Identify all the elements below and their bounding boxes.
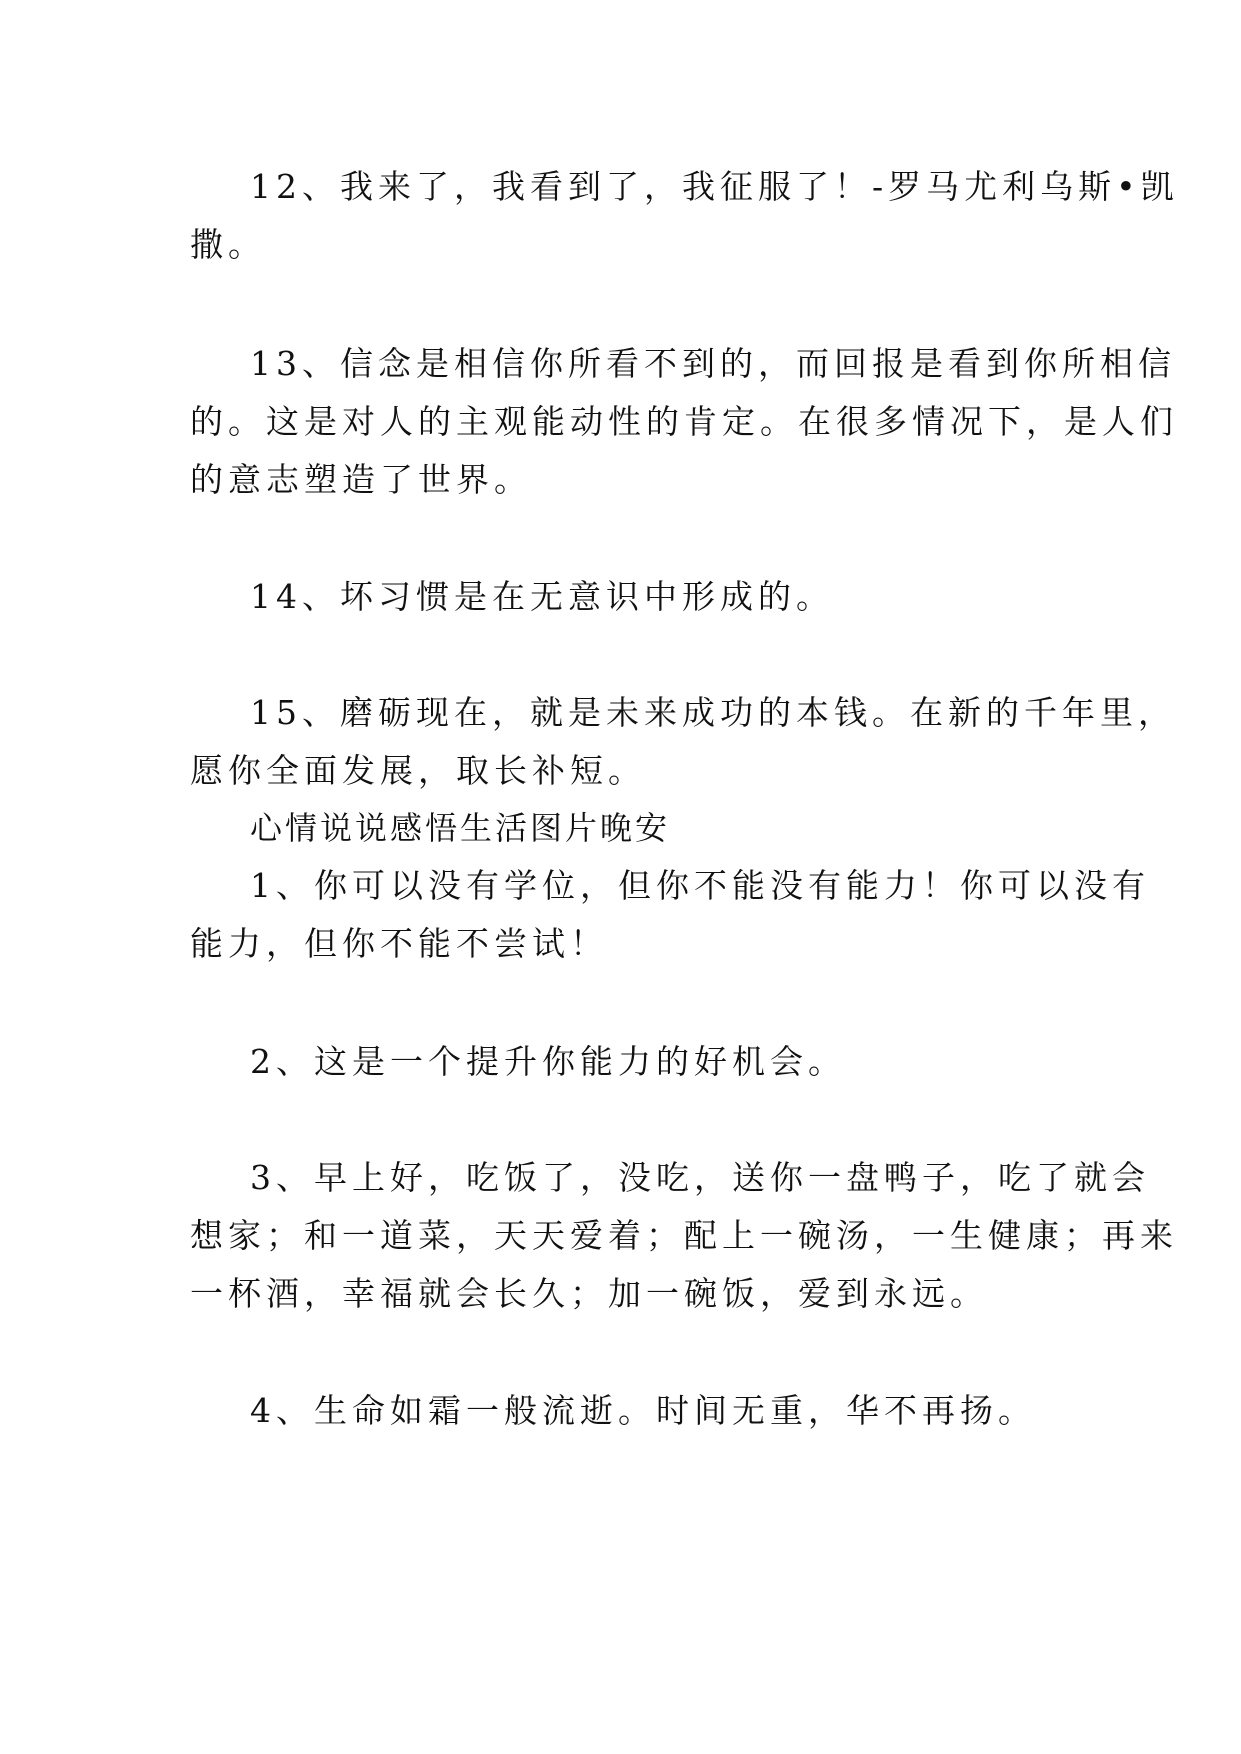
quote-line: 13、信念是相信你所看不到的，而回报是看到你所相信 (250, 344, 1176, 383)
quote-line: 4、生命如霜一般流逝。时间无重，华不再扬。 (250, 1391, 1036, 1430)
quote-line: 撒。 (190, 225, 266, 264)
quote-line: 12、我来了，我看到了，我征服了！-罗马尤利乌斯•凯 (250, 167, 1179, 206)
quote-4 (190, 1382, 1050, 1440)
quote-line: 1、你可以没有学位，但你不能没有能力！你可以没有 (250, 866, 1150, 905)
quote-line: 想家；和一道菜，天天爱着；配上一碗汤，一生健康；再来 (190, 1216, 1178, 1255)
quote-line: 的意志塑造了世界。 (190, 460, 532, 499)
quote-14 (190, 568, 1050, 626)
quote-1 (190, 857, 1150, 973)
quote-13 (190, 335, 1178, 509)
quote-3 (190, 1149, 1178, 1323)
section-heading: 心情说说感悟生活图片晚安 (250, 809, 671, 847)
quote-line: 3、早上好，吃饭了，没吃，送你一盘鸭子，吃了就会 (250, 1158, 1150, 1197)
quote-line: 一杯酒，幸福就会长久；加一碗饭，爱到永远。 (190, 1274, 988, 1313)
quote-line: 15、磨砺现在，就是未来成功的本钱。在新的千年里， (250, 693, 1176, 732)
quote-2 (190, 1033, 1050, 1091)
quote-12 (190, 158, 1179, 274)
quote-line: 愿你全面发展，取长补短。 (190, 751, 646, 790)
quote-line: 2、这是一个提升你能力的好机会。 (250, 1042, 846, 1081)
quote-line: 的。这是对人的主观能动性的肯定。在很多情况下，是人们 (190, 402, 1178, 441)
quote-line: 14、坏习惯是在无意识中形成的。 (250, 577, 834, 616)
quote-line: 能力，但你不能不尝试！ (190, 924, 608, 963)
quote-15 (190, 684, 1176, 800)
